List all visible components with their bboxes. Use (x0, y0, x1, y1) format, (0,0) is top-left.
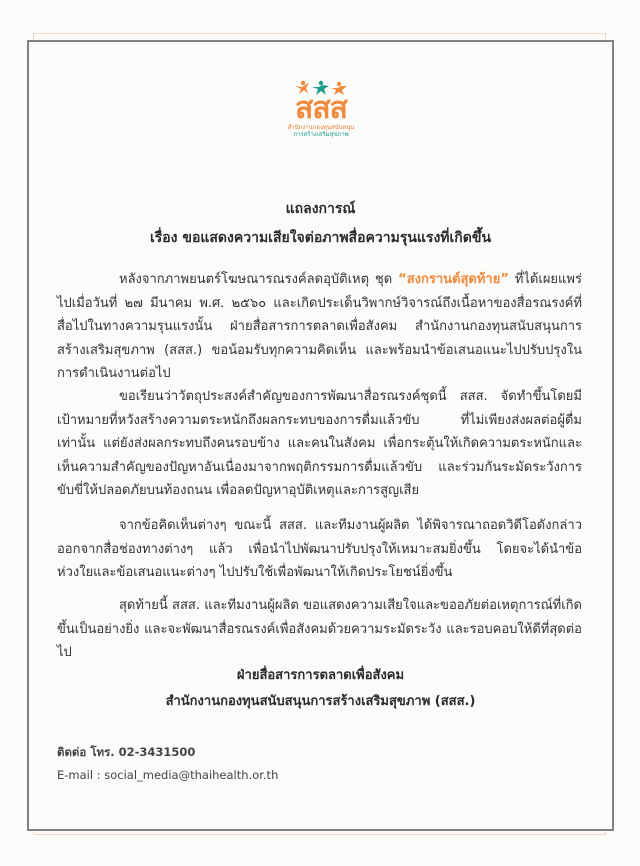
paragraph-1 (57, 268, 582, 386)
signature-organization: สำนักงานกองทุนสนับสนุนการสร้างเสริมสุขภาพ (สสส.) (165, 694, 476, 709)
logo-subtitle-1: สำนักงานกองทุนสนับสนุน (287, 124, 355, 131)
paragraph-1-text-end: ที่ได้เผยแพร่ไปเมื่อวันที่ ๒๗ มีนาคม พ.ศ. ๒๕๖๐ และเกิดประเด็นวิพากษ์วิจารณ์ถึงเนื้อหาของสื่อรณรงค์ที่สื่อไปในทางความรุนแรงนั้น ฝ่ายสื่อสารการตลาดเพื่อสังคม สำนักงานกองทุนสนับสนุนการสร้างเสริมสุขภาพ (สสส.) ขอน้อมรับทุกความคิดเห็น และพร้อมนำข้อเสนอแนะไปปรับปรุงในการดำเนินงานต่อไป (57, 272, 582, 381)
contact-email: E-mail : social_media@thaihealth.or.th (57, 768, 279, 782)
logo-wordmark: สสส (295, 91, 347, 126)
signature-department: ฝ่ายสื่อสารการตลาดเพื่อสังคม (236, 668, 405, 683)
paragraph-1-text-start: หลังจากภาพยนตร์โฆษณารณรงค์ลดอุบัติเหตุ ชุด (119, 272, 399, 287)
paragraph-3 (57, 514, 582, 585)
press-release-document (29, 42, 612, 829)
contact-phone: ติดต่อ โทร. 02-3431500 (57, 745, 196, 759)
paragraph-4-text: สุดท้ายนี้ สสส. และทีมงานผู้ผลิต ขอแสดงความเสียใจและขออภัยต่อเหตุการณ์ที่เกิดขึ้นเป็นอย่างยิ่ง และจะพัฒนาสื่อรณรงค์เพื่อสังคมด้วยความระมัดระวัง และรอบคอบให้ดีที่สุดต่อไป (57, 598, 582, 660)
campaign-name-highlight: “สงกรานต์สุดท้าย” (398, 272, 509, 287)
logo-subtitle-2: การสร้างเสริมสุขภาพ (293, 131, 349, 138)
document-subject: เรื่อง ขอแสดงความเสียใจต่อภาพสื่อความรุนแรงที่เกิดขึ้น (149, 230, 492, 246)
paragraph-3-text: จากข้อคิดเห็นต่างๆ ขณะนี้ สสส. และทีมงานผู้ผลิต ได้พิจารณาถอดวิดีโอดังกล่าวออกจากสื่อช่องทางต่างๆ แล้ว เพื่อนำไปพัฒนาปรับปรุงให้เหมาะสมยิ่งขึ้น โดยจะได้นำข้อห่วงใยและข้อเสนอแนะต่างๆ ไปปรับใช้เพื่อพัฒนาให้เกิดประโยชน์ยิ่งขึ้น (57, 518, 582, 580)
paragraph-4 (57, 594, 582, 665)
paragraph-2-text: ขอเรียนว่าวัตถุประสงค์สำคัญของการพัฒนาสื่อรณรงค์ชุดนี้ สสส. จัดทำขึ้นโดยมีเป้าหมายที่หวังสร้างความตระหนักถึงผลกระทบของการดื่มแล้วขับ ที่ไม่เพียงส่งผลต่อผู้ดื่มเท่านั้น แต่ยังส่งผลกระทบถึงคนรอบข้าง และคนในสังคม เพื่อกระตุ้นให้เกิดความตระหนักและเห็นความสำคัญของปัญหาอันเนื่องมาจากพฤติกรรมการดื่มแล้วขับ และร่วมกันระมัดระวังการขับขี่ให้ปลอดภัยบนท้องถนน เพื่อลดปัญหาอุบัติเหตุและการสูญเสีย (57, 389, 582, 498)
document-title: แถลงการณ์ (285, 201, 356, 217)
thaihealth-logo (281, 80, 361, 160)
paragraph-2 (57, 385, 582, 503)
